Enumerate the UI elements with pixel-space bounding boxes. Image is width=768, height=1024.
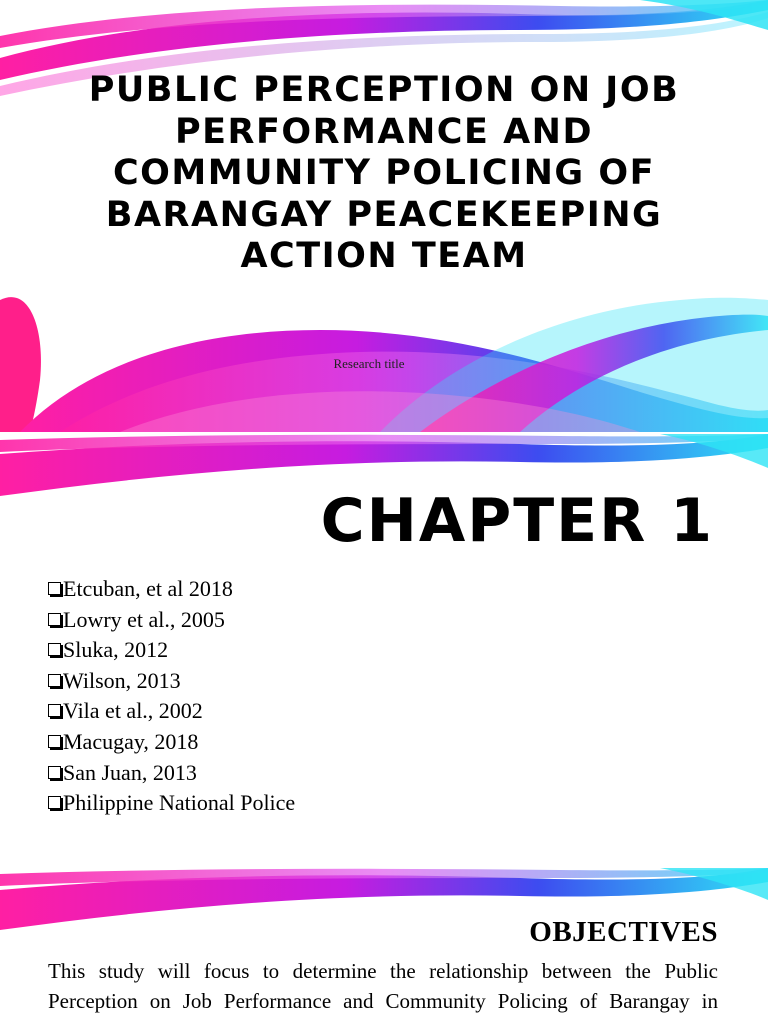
reference-text: Etcuban, et al 2018 — [63, 576, 233, 601]
reference-text: Lowry et al., 2005 — [63, 606, 225, 632]
reference-text: Wilson, 2013 — [63, 667, 181, 693]
list-item — [48, 727, 295, 758]
list-item — [48, 605, 295, 636]
reference-text: Macugay, 2018 — [63, 728, 199, 754]
list-item — [48, 758, 295, 789]
checkbox-square-icon — [48, 674, 61, 687]
slide-subtitle: Research title — [333, 356, 405, 371]
checkbox-square-icon — [48, 766, 61, 779]
list-item — [48, 574, 295, 605]
chapter-title: CHAPTER 1 — [320, 486, 714, 556]
checkbox-square-icon — [48, 643, 61, 656]
objectives-body: This study will focus to determine the relationship between the Public Perception on Job Performance and Community Policing of Barangay in — [48, 959, 718, 1013]
slide-title: PUBLIC PERCEPTION ON JOB PERFORMANCE AND COMMUNITY POLICING OF BARANGAY PEACEKEEPING ACTION TEAM — [88, 70, 680, 276]
checkbox-square-icon — [48, 582, 61, 595]
checkbox-square-icon — [48, 796, 61, 809]
chapter-slide — [0, 434, 768, 866]
list-item — [48, 696, 295, 727]
checkbox-square-icon — [48, 704, 61, 717]
checkbox-square-icon — [48, 613, 61, 626]
reference-text: Philippine National Police — [63, 790, 296, 816]
reference-text: Sluka, 2012 — [63, 637, 169, 663]
list-item — [48, 666, 295, 697]
list-item — [48, 788, 295, 819]
objectives-title: OBJECTIVES — [529, 916, 718, 948]
reference-list — [48, 574, 295, 819]
list-item — [48, 635, 295, 666]
objectives-slide — [0, 868, 768, 1024]
reference-text: San Juan, 2013 — [63, 759, 197, 785]
title-slide — [0, 0, 768, 432]
checkbox-square-icon — [48, 735, 61, 748]
reference-text: Vila et al., 2002 — [63, 698, 203, 724]
